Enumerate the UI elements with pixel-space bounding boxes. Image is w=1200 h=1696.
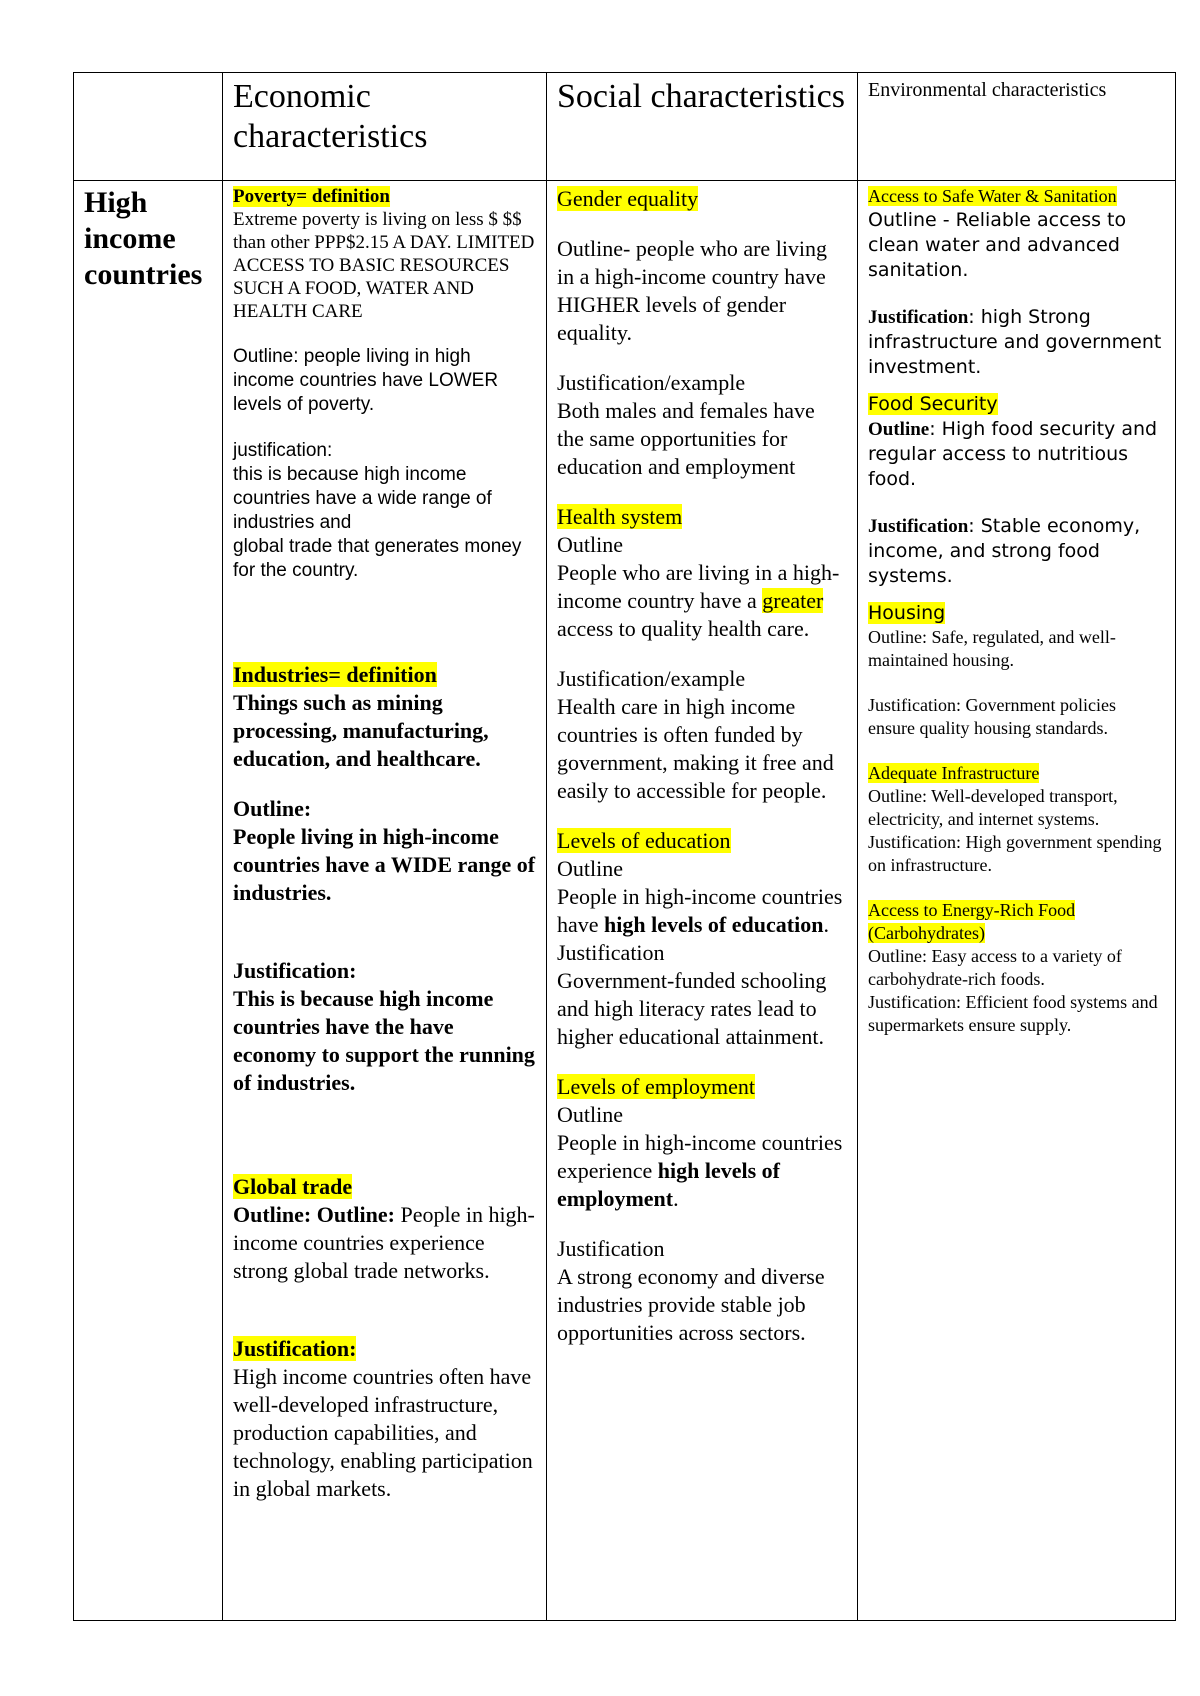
education-outline-post: .: [823, 912, 829, 937]
health-outline-post: access to quality health care.: [557, 616, 810, 641]
water-justification: : high Strong infrastructure and government investment.: [868, 306, 1162, 378]
health-outline-pre: People who are living in a high-income country have a: [557, 560, 840, 613]
infrastructure-outline: Outline: Well-developed transport, electricity, and internet systems.: [868, 786, 1118, 829]
education-outline-pre: People in high-income countries have: [557, 884, 843, 937]
education-outline: [557, 883, 847, 939]
poverty-justification-2: global trade that generates money for the country.: [233, 536, 522, 581]
trade-justification-label: Justification:: [233, 1336, 357, 1361]
housing-title: Housing: [868, 602, 946, 624]
gender-title: Gender equality: [557, 186, 699, 211]
food-justification: : Stable economy, income, and strong food systems.: [868, 515, 1141, 587]
header-economic: Economic characteristics: [223, 73, 547, 181]
poverty-justification-1: this is because high income countries have a wide range of industries and: [233, 464, 492, 533]
food-outline: : High food security and regular access to nutritious food.: [868, 418, 1158, 490]
housing-justification: Justification: Government policies ensure quality housing standards.: [868, 695, 1116, 738]
industries-outline-label: Outline:: [233, 796, 312, 821]
education-outline-bold: high levels of education: [604, 912, 824, 937]
energy-food-outline: Outline: Easy access to a variety of carbohydrate-rich foods.: [868, 946, 1122, 989]
industries-justification: This is because high income countries have the have economy to support the running of industries.: [233, 986, 535, 1095]
employment-outline-post: .: [673, 1186, 679, 1211]
employment-outline: [557, 1129, 847, 1213]
industries-outline: People living in high-income countries have a WIDE range of industries.: [233, 824, 536, 905]
water-outline: Outline - Reliable access to clean water and advanced sanitation.: [868, 209, 1127, 281]
food-title: Food Security: [868, 393, 998, 415]
education-justification-label: Justification: [557, 940, 665, 965]
employment-outline-bold: high levels of employment: [557, 1158, 780, 1211]
industries-justification-label: Justification:: [233, 958, 357, 983]
poverty-title: Poverty= definition: [233, 186, 391, 207]
education-outline-label: Outline: [557, 856, 623, 881]
header-row: [74, 73, 1176, 181]
health-outline-label: Outline: [557, 532, 623, 557]
environmental-cell: [858, 181, 1176, 1621]
employment-title: Levels of employment: [557, 1074, 755, 1099]
employment-outline-pre: People in high-income countries experience: [557, 1130, 843, 1183]
water-justification-label: Justification: [868, 307, 969, 328]
health-justification-label: Justification/example: [557, 666, 746, 691]
high-income-row: [74, 181, 1176, 1621]
gender-justification-label: Justification/example: [557, 370, 746, 395]
characteristics-table: [73, 72, 1176, 1621]
gender-justification: Both males and females have the same opportunities for education and employment: [557, 398, 815, 479]
infrastructure-title: Adequate Infrastructure: [868, 763, 1040, 783]
infrastructure-justification: Justification: High government spending on infrastructure.: [868, 832, 1162, 875]
header-environmental: Environmental characteristics: [858, 73, 1176, 181]
energy-food-justification: Justification: Efficient food systems and supermarkets ensure supply.: [868, 992, 1158, 1035]
gender-outline: Outline- people who are living in a high-income country have HIGHER levels of gender equality.: [557, 236, 828, 345]
health-outline-highlight: greater: [762, 588, 824, 613]
energy-food-title: Access to Energy-Rich Food (Carbohydrates): [868, 900, 1076, 943]
food-justification-label: Justification: [868, 516, 969, 537]
employment-justification-label: Justification: [557, 1236, 665, 1261]
trade-outline: People in high-income countries experience strong global trade networks.: [233, 1202, 535, 1283]
housing-outline: Outline: Safe, regulated, and well-maintained housing.: [868, 627, 1116, 670]
employment-outline-label: Outline: [557, 1102, 623, 1127]
social-cell: [547, 181, 858, 1621]
health-title: Health system: [557, 504, 683, 529]
education-title: Levels of education: [557, 828, 731, 853]
row-label: High income countries: [84, 186, 203, 291]
employment-justification: A strong economy and diverse industries provide stable job opportunities across sectors.: [557, 1264, 825, 1345]
header-social: Social characteristics: [547, 73, 858, 181]
header-empty-cell: [74, 73, 223, 181]
trade-title: Global trade: [233, 1174, 353, 1199]
industries-definition: Things such as mining processing, manufacturing, education, and healthcare.: [233, 690, 489, 771]
water-title: Access to Safe Water & Sanitation: [868, 186, 1117, 206]
education-justification: Government-funded schooling and high literacy rates lead to higher educational attainment.: [557, 968, 827, 1049]
trade-justification: High income countries often have well-developed infrastructure, production capabilities, and technology, enabling participation in global markets.: [233, 1364, 533, 1501]
poverty-outline: Outline: people living in high income countries have LOWER levels of poverty.: [233, 346, 499, 415]
row-label-cell: [74, 181, 223, 1621]
health-justification: Health care in high income countries is often funded by government, making it free and easily to accessible for people.: [557, 694, 834, 803]
industries-title: Industries= definition: [233, 662, 437, 687]
food-outline-label: Outline: [868, 419, 930, 440]
health-outline: [557, 559, 847, 643]
economic-cell: [223, 181, 547, 1621]
trade-outline-label: Outline: Outline:: [233, 1202, 395, 1227]
poverty-justification-label: justification:: [233, 440, 333, 461]
poverty-definition: Extreme poverty is living on less $ $$ than other PPP$2.15 A DAY. LIMITED ACCESS TO BASIC RESOURCES SUCH A FOOD, WATER AND HEALTH CARE: [233, 209, 535, 322]
